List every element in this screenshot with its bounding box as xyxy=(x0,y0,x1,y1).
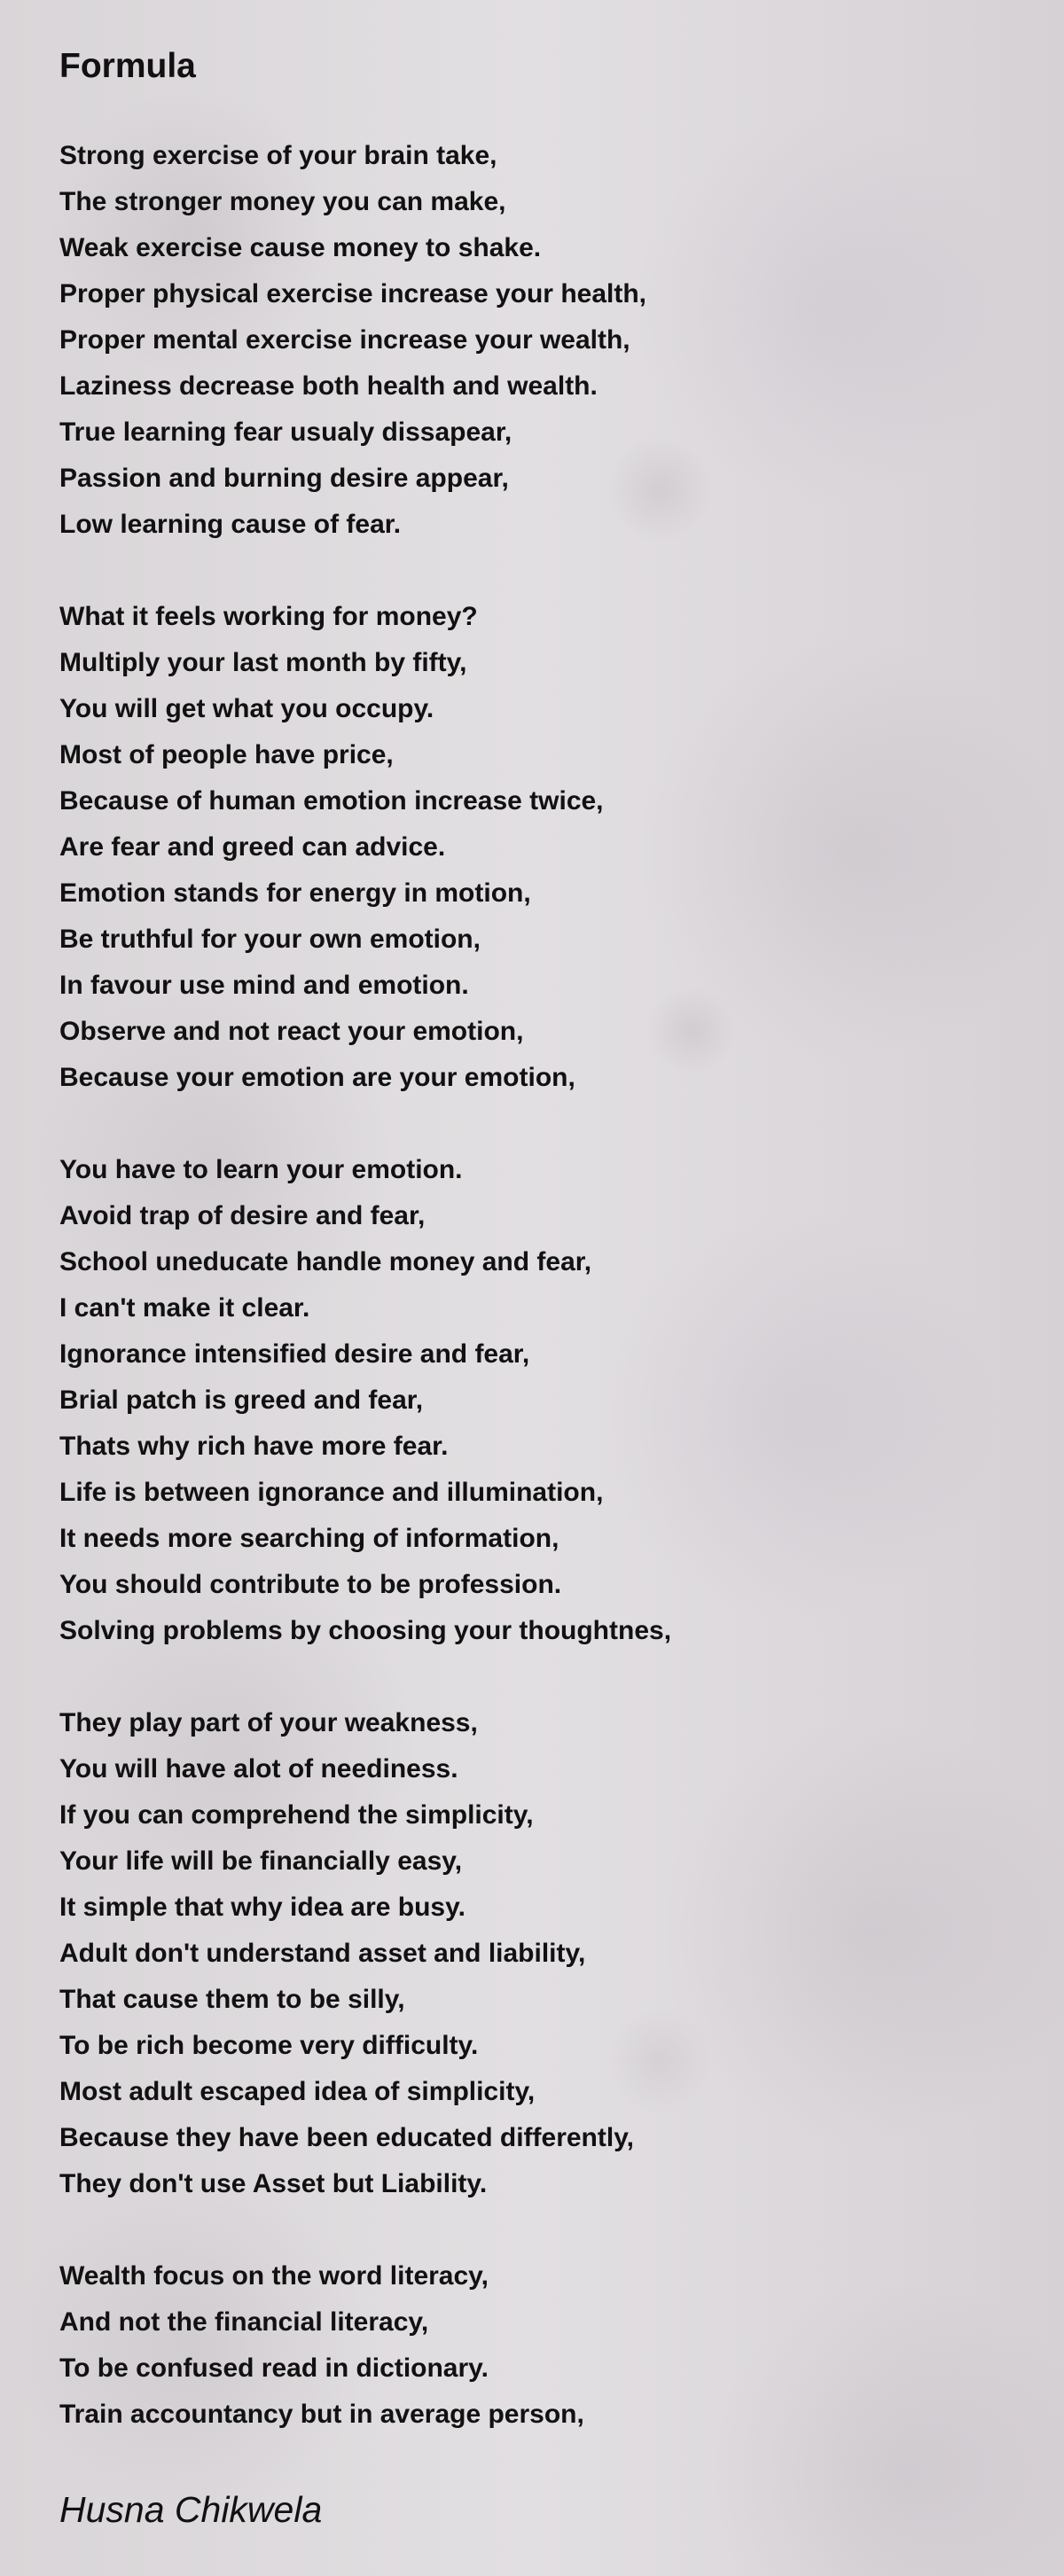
poem-line: Passion and burning desire appear, xyxy=(59,464,509,493)
poem-line: Proper physical exercise increase your health, xyxy=(59,279,646,308)
poem-line: You should contribute to be profession. xyxy=(59,1570,562,1599)
poem-line: Proper mental exercise increase your wealth, xyxy=(59,325,630,355)
poem-line: I can't make it clear. xyxy=(59,1293,310,1323)
poem-line: And not the financial literacy, xyxy=(59,2307,429,2337)
poem-line: True learning fear usualy dissapear, xyxy=(59,418,512,447)
stanza-2 xyxy=(59,594,1035,1101)
stanza-1 xyxy=(59,133,1035,548)
poem-line: Weak exercise cause money to shake. xyxy=(59,233,542,262)
poem-line: You will have alot of neediness. xyxy=(59,1754,458,1784)
poem-line: Solving problems by choosing your thoughtnes, xyxy=(59,1616,672,1645)
poem-line: What it feels working for money? xyxy=(59,602,478,631)
poem-line: Life is between ignorance and illumination, xyxy=(59,1478,604,1507)
poem-line: Most of people have price, xyxy=(59,740,394,769)
poem-line: Emotion stands for energy in motion, xyxy=(59,878,531,908)
poem-line: Are fear and greed can advice. xyxy=(59,832,446,862)
poem-line: To be confused read in dictionary. xyxy=(59,2354,489,2383)
poem-line: If you can comprehend the simplicity, xyxy=(59,1800,534,1830)
stanza-3 xyxy=(59,1147,1035,1654)
poem-line: Because your emotion are your emotion, xyxy=(59,1063,575,1092)
poem-line: You have to learn your emotion. xyxy=(59,1155,463,1184)
poem-line: Avoid trap of desire and fear, xyxy=(59,1201,426,1230)
stanza-5 xyxy=(59,2253,1035,2438)
poem-line: That cause them to be silly, xyxy=(59,1985,405,2014)
poem-body xyxy=(59,133,1035,2484)
poem-line: Wealth focus on the word literacy, xyxy=(59,2261,489,2291)
poem-line: School uneducate handle money and fear, xyxy=(59,1247,592,1276)
poem-line: The stronger money you can make, xyxy=(59,187,506,216)
poem-line: Brial patch is greed and fear, xyxy=(59,1386,424,1415)
poem-line: They play part of your weakness, xyxy=(59,1708,478,1737)
poem-line: Multiply your last month by fifty, xyxy=(59,648,467,677)
poem-line: Ignorance intensified desire and fear, xyxy=(59,1339,530,1369)
poem-line: You will get what you occupy. xyxy=(59,694,434,723)
poem-line: Your life will be financially easy, xyxy=(59,1846,463,1876)
poem-line: Strong exercise of your brain take, xyxy=(59,141,497,170)
poem-line: Observe and not react your emotion, xyxy=(59,1017,524,1046)
poem-line: To be rich become very difficulty. xyxy=(59,2031,479,2060)
poem-title: Formula xyxy=(59,47,196,85)
poem-line: Most adult escaped idea of simplicity, xyxy=(59,2077,536,2106)
poem-line: Low learning cause of fear. xyxy=(59,510,402,539)
poem-line: Adult don't understand asset and liability, xyxy=(59,1939,586,1968)
poem-line: Laziness decrease both health and wealth. xyxy=(59,371,598,401)
poem-line: It simple that why idea are busy. xyxy=(59,1893,466,1922)
poem-line: Be truthful for your own emotion, xyxy=(59,925,481,954)
poem-line: Train accountancy but in average person, xyxy=(59,2400,584,2429)
poem-line: In favour use mind and emotion. xyxy=(59,971,469,1000)
poem-line: Thats why rich have more fear. xyxy=(59,1432,449,1461)
poem-line: It needs more searching of information, xyxy=(59,1524,559,1553)
poem-line: Because they have been educated differently, xyxy=(59,2123,635,2152)
poem-line: Because of human emotion increase twice, xyxy=(59,786,604,816)
stanza-4 xyxy=(59,1700,1035,2207)
poem-author: Husna Chikwela xyxy=(59,2489,323,2530)
poem-line: They don't use Asset but Liability. xyxy=(59,2169,488,2198)
